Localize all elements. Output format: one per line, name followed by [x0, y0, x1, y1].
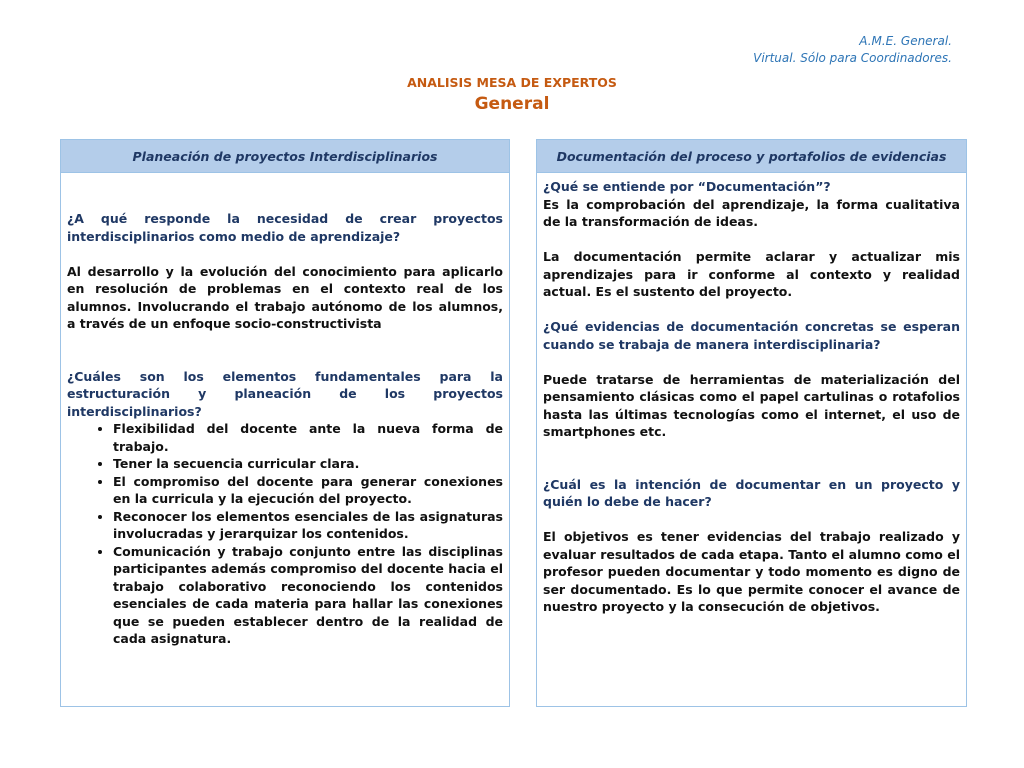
- bullet-list: [67, 420, 503, 648]
- panel-documentacion: [536, 139, 967, 707]
- panel-heading-documentacion: Documentación del proceso y portafolios de evidencias: [537, 140, 966, 173]
- answer-1: Al desarrollo y la evolución del conocimiento para aplicarlo en resolución de problemas en el contexto real de los alumnos. Involucrando el trabajo autónomo de los alumnos, a través de un enfoque socio-constructivista: [67, 263, 503, 331]
- panel-body-planeacion: [61, 173, 509, 706]
- answer-3: El objetivos es tener evidencias del trabajo realizado y evaluar resultados de cada etapa. Tanto el alumno como el profesor pueden documentar y todo momento es digno de ser documentado. Es lo que permite conocer el avance de nuestro proyecto y la consecución de objetivos.: [543, 529, 960, 614]
- page-subtitle: ANALISIS MESA DE EXPERTOS: [407, 75, 617, 90]
- header-note: [753, 33, 952, 67]
- panel-heading-planeacion: Planeación de proyectos Interdisciplinarios: [61, 140, 509, 173]
- panel-body-documentacion: [537, 173, 966, 706]
- question-1: ¿A qué responde la necesidad de crear proyectos interdisciplinarios como medio de aprendizaje?: [67, 211, 503, 244]
- question-2: ¿Qué evidencias de documentación concretas se esperan cuando se trabaja de manera interdisciplinaria?: [543, 319, 960, 352]
- question-1: ¿Qué se entiende por “Documentación”?: [543, 179, 831, 194]
- header-line-1: A.M.E. General.: [859, 34, 952, 48]
- question-3: ¿Cuál es la intención de documentar en un proyecto y quién lo debe de hacer?: [543, 476, 960, 509]
- question-2: ¿Cuáles son los elementos fundamentales para la estructuración y planeación de los proyectos interdisciplinarios?: [67, 368, 503, 419]
- list-item: • Comunicación y trabajo conjunto entre las disciplinas participantes además compromiso del docente hacia el trabajo colaborativo reconociendo los contenidos esenciales de cada materia para hallar las conexiones que se pueden establecer dentro de la realidad de cada asignatura.: [113, 543, 503, 648]
- answer-1: Es la comprobación del aprendizaje, la forma cualitativa de la transformación de ideas.: [543, 196, 960, 229]
- list-item: • Flexibilidad del docente ante la nueva forma de trabajo.: [113, 420, 503, 455]
- list-item: • Reconocer los elementos esenciales de las asignaturas involucradas y jerarquizar los contenidos.: [113, 508, 503, 543]
- page-title: General: [474, 94, 550, 114]
- panel-planeacion: [60, 139, 510, 707]
- header-line-2: Virtual. Sólo para Coordinadores.: [753, 51, 952, 65]
- answer-2: Puede tratarse de herramientas de materialización del pensamiento clásicas como el papel cartulinas o rotafolios hasta las últimas tecnologías como el internet, el uso de smartphones etc.: [543, 371, 960, 439]
- answer-1b: La documentación permite aclarar y actualizar mis aprendizajes para ir conforme al contexto y realidad actual. Es el sustento del proyecto.: [543, 249, 960, 299]
- list-item: • Tener la secuencia curricular clara.: [113, 455, 503, 473]
- list-item: • El compromiso del docente para generar conexiones en la curricula y la ejecución del proyecto.: [113, 473, 503, 508]
